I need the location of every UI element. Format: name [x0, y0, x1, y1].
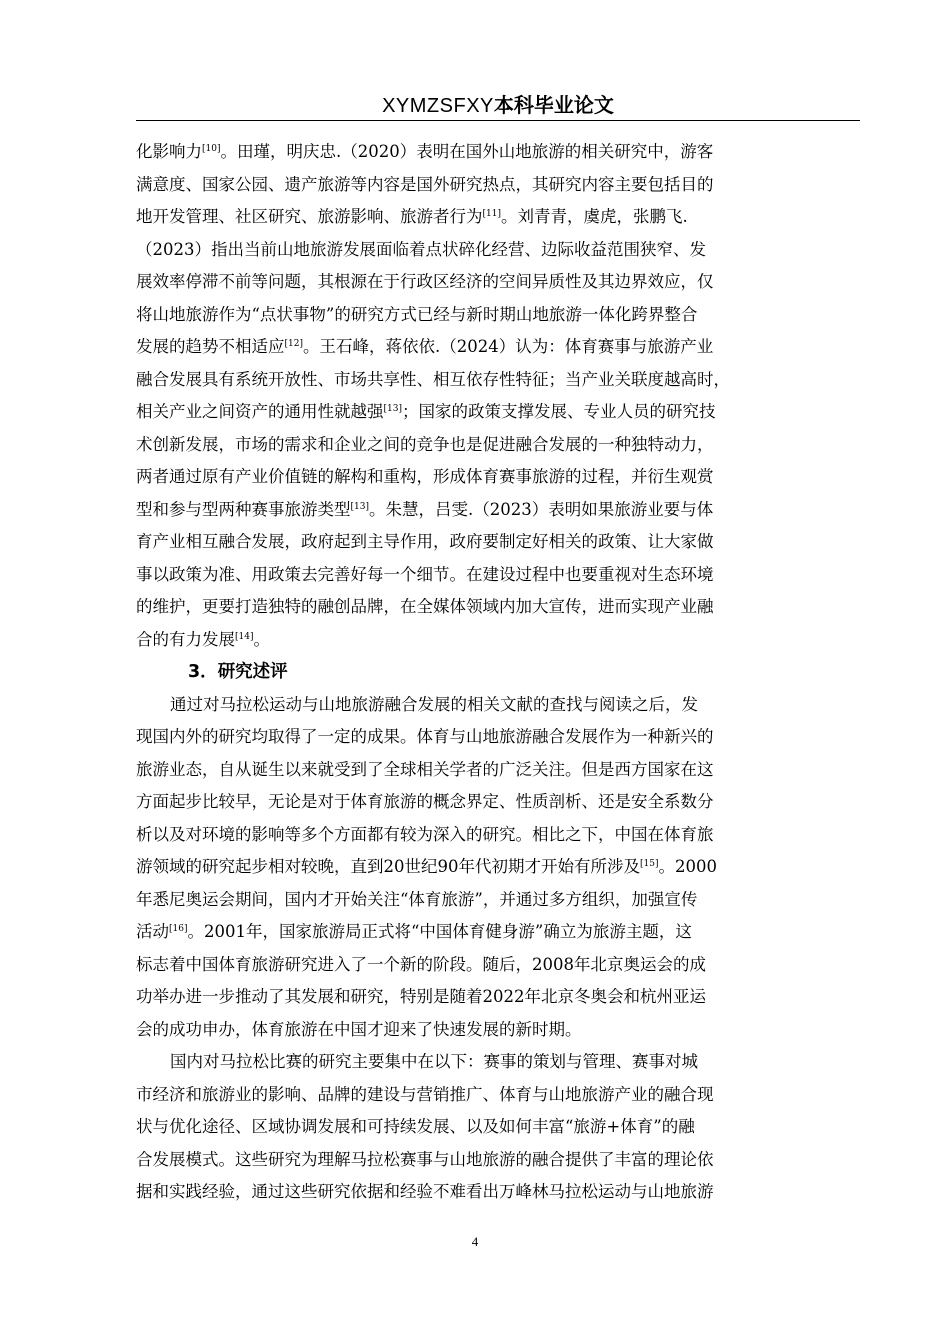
text-line: [136, 916, 860, 949]
text-line: [136, 1079, 860, 1112]
page-number: 4: [471, 1234, 479, 1249]
text-line: [136, 981, 860, 1014]
line-text: 育产业相互融合发展，政府起到主导作用，政府要制定好相关的政策、让大家做: [136, 532, 714, 551]
paragraph-literature-review: [136, 136, 860, 656]
text-line: [136, 266, 860, 299]
text-line: [136, 526, 860, 559]
text-line: [136, 591, 860, 624]
citation-ref: [15]: [640, 859, 659, 869]
line-text: 化影响力: [136, 142, 202, 161]
section-heading: [136, 656, 860, 689]
line-text-continued: 。2001年，国家旅游局正式将“中国体育健身游”确立为旅游主题，这: [187, 922, 692, 941]
line-text: 相关产业之间资产的通用性就越强: [136, 402, 384, 421]
line-text: 地开发管理、社区研究、旅游影响、旅游者行为: [136, 207, 483, 226]
line-text: 据和实践经验，通过这些研究依据和经验不难看出万峰林马拉松运动与山地旅游: [136, 1182, 714, 1201]
text-line: [136, 234, 860, 267]
section-number: 3．: [188, 662, 218, 682]
text-line: [136, 624, 860, 657]
citation-ref: [11]: [482, 209, 501, 219]
line-text: 市经济和旅游业的影响、品牌的建设与营销推广、体育与山地旅游产业的融合现: [136, 1084, 714, 1104]
text-line: [136, 1111, 860, 1144]
line-text: 型和参与型两种赛事旅游类型: [136, 499, 351, 519]
line-text-continued: 。田瑾，明庆忠.（2020）表明在国外山地旅游的相关研究中，游客: [220, 142, 714, 161]
page-header: [136, 92, 860, 119]
citation-ref: [12]: [284, 339, 303, 349]
text-line: [136, 819, 860, 852]
header-school-code: XYMZSFXY: [382, 95, 494, 117]
body-text: [136, 136, 860, 1209]
section-title: 研究述评: [217, 662, 288, 682]
line-text: 两者通过原有产业价值链的解构和重构，形成体育赛事旅游的过程，并衍生观赏: [136, 467, 714, 486]
line-text: 术创新发展，市场的需求和企业之间的竞争也是促进融合发展的一种独特动力，: [136, 434, 714, 454]
header-title: 本科毕业论文: [493, 93, 614, 117]
line-text: 国内对马拉松比赛的研究主要集中在以下：赛事的策划与管理、赛事对城: [170, 1052, 698, 1071]
text-line: [136, 201, 860, 234]
line-text: 会的成功申办，体育旅游在中国才迎来了快速发展的新时期。: [136, 1019, 582, 1039]
text-line: [136, 1176, 860, 1209]
line-text: 事以政策为准、用政策去完善好每一个细节。在建设过程中也要重视对生态环境: [136, 564, 714, 584]
citation-ref: [10]: [202, 144, 221, 154]
line-text: 标志着中国体育旅游研究进入了一个新的阶段。随后，2008年北京奥运会的成: [136, 954, 706, 974]
line-text: 活动: [136, 922, 169, 941]
line-text-continued: ；国家的政策支撑发展、专业人员的研究技: [401, 402, 716, 421]
line-text: 融合发展具有系统开放性、市场共享性、相互依存性特征；当产业关联度越高时，: [136, 369, 730, 389]
citation-ref: [14]: [235, 631, 254, 642]
line-text: （2023）指出当前山地旅游发展面临着点状碎化经营、边际收益范围狭窄、发: [136, 239, 706, 259]
text-line: [136, 396, 860, 429]
text-line: [136, 136, 860, 169]
line-text: 旅游业态，自从诞生以来就受到了全球相关学者的广泛关注。但是西方国家在这: [136, 759, 714, 779]
text-line: [136, 299, 860, 332]
line-text: 展效率停滞不前等问题，其根源在于行政区经济的空间异质性及其边界效应，仅: [136, 272, 714, 291]
line-text: 方面起步比较早，无论是对于体育旅游的概念界定、性质剖析、还是安全系数分: [136, 792, 714, 811]
text-line: [136, 494, 860, 527]
text-line: [136, 689, 860, 722]
text-line: [136, 461, 860, 494]
line-text: 发展的趋势不相适应: [136, 337, 285, 356]
line-text-continued: 。: [253, 629, 270, 649]
text-line: [136, 169, 860, 202]
line-text-continued: 。刘青青，虞虎，张鹏飞.: [500, 207, 688, 226]
text-line: [136, 331, 860, 364]
line-text-continued: 。朱慧，吕雯.（2023）表明如果旅游业要与体: [368, 499, 714, 519]
header-rule: [136, 120, 860, 121]
text-line: [136, 786, 860, 819]
text-line: [136, 949, 860, 982]
citation-ref: [13]: [383, 404, 402, 414]
line-text: 游领域的研究起步相对较晚，直到20世纪90年代初期才开始有所涉及: [136, 857, 640, 876]
citation-ref: [16]: [169, 924, 188, 934]
paragraph-marathon-research: [136, 1046, 860, 1209]
text-line: [136, 1144, 860, 1177]
line-text: 合发展模式。这些研究为理解马拉松赛事与山地旅游的融合提供了丰富的理论依: [136, 1149, 714, 1169]
text-line: [136, 1046, 860, 1079]
line-text-continued: 。王石峰，蒋依依.（2024）认为：体育赛事与旅游产业: [302, 337, 714, 356]
text-line: [136, 559, 860, 592]
line-text: 的维护，更要打造独特的融创品牌，在全媒体领域内加大宣传，进而实现产业融: [136, 597, 714, 616]
text-line: [136, 754, 860, 787]
paragraph-research-summary: [136, 689, 860, 1047]
line-text: 合的有力发展: [136, 629, 235, 649]
line-text: 满意度、国家公园、遗产旅游等内容是国外研究热点，其研究内容主要包括目的: [136, 174, 714, 194]
citation-ref: [13]: [350, 501, 369, 512]
line-text: 析以及对环境的影响等多个方面都有较为深入的研究。相比之下，中国在体育旅: [136, 824, 714, 844]
text-line: [136, 884, 860, 917]
line-text-continued: 。2000: [658, 857, 717, 876]
line-text: 状与优化途径、区域协调发展和可持续发展、以及如何丰富“旅游+体育”的融: [136, 1117, 695, 1136]
line-text: 将山地旅游作为“点状事物”的研究方式已经与新时期山地旅游一体化跨界整合: [136, 304, 698, 324]
line-text: 现国内外的研究均取得了一定的成果。体育与山地旅游融合发展作为一种新兴的: [136, 727, 714, 746]
text-line: [136, 1014, 860, 1047]
text-line: [136, 721, 860, 754]
text-line: [136, 851, 860, 884]
text-line: [136, 364, 860, 397]
line-text: 年悉尼奥运会期间，国内才开始关注“体育旅游”，并通过多方组织，加强宣传: [136, 889, 698, 909]
line-text: 功举办进一步推动了其发展和研究，特别是随着2022年北京冬奥会和杭州亚运: [136, 987, 706, 1006]
text-line: [136, 429, 860, 462]
line-text: 通过对马拉松运动与山地旅游融合发展的相关文献的查找与阅读之后，发: [170, 694, 698, 714]
